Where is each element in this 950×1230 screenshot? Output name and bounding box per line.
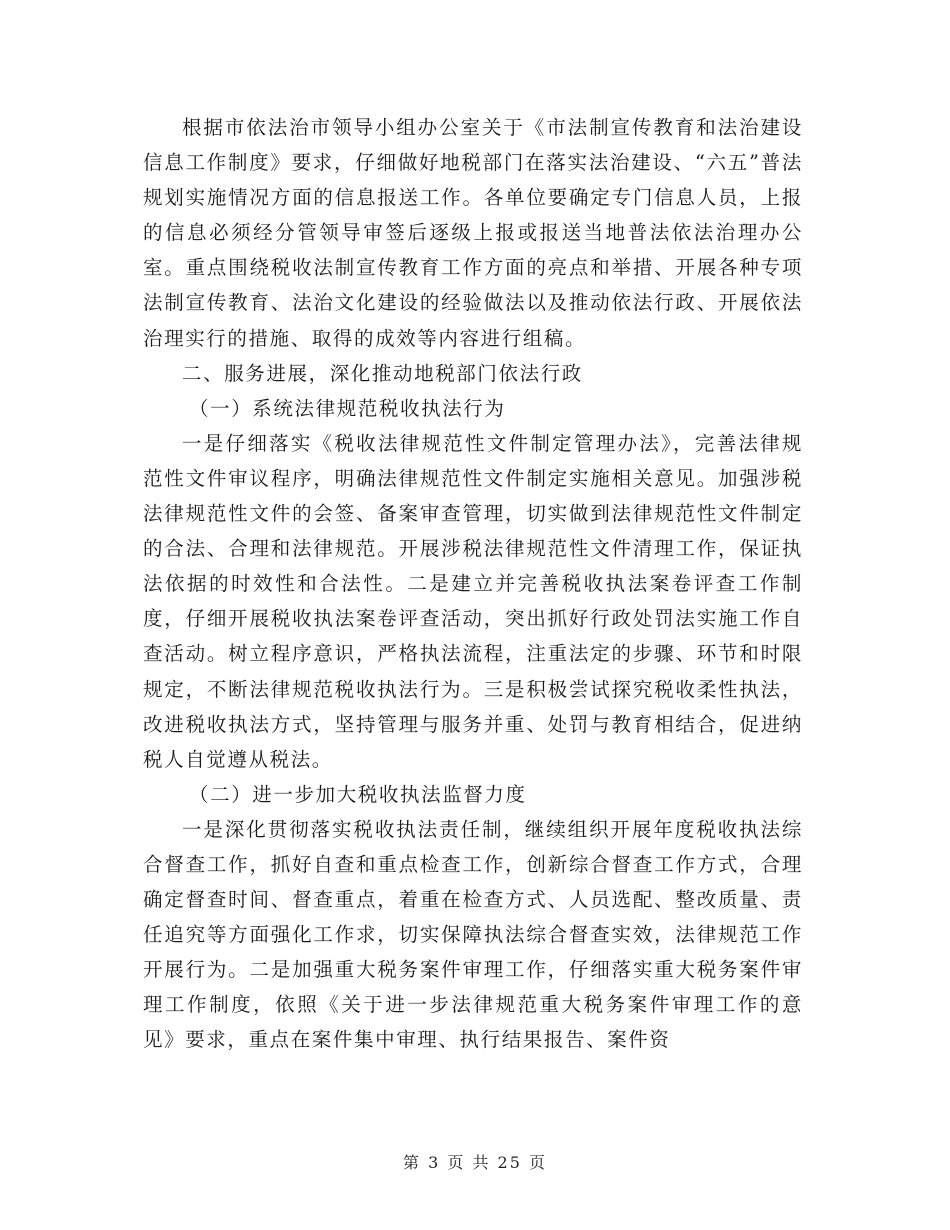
- page-footer: 第 3 页 共 25 页: [403, 1153, 547, 1172]
- subsection-heading-1: （一）系统法律规范税收执法行为: [189, 396, 506, 420]
- paragraph-standardize-enforcement: 一是仔细落实《税收法律规范性文件制定管理办法》，完善法律规范性文件审议程序，明确法律规范性文件制定实施相关意见。加强涉税法律规范性文件的会签、备案审查管理，切实做到法律规范性文件制定的合法、合理和法律规范。开展涉税法律规范性文件清理工作，保证执法依据的时效性和合法性。二是建立并完善税收执法案卷评查工作制度，仔细开展税收执法案卷评查活动，突出抓好行政处罚法实施工作自查活动。树立程序意识，严格执法流程，注重法定的步骤、环节和时限规定，不断法律规范税收执法行为。三是积极尝试探究税收柔性执法，改进税收执法方式，坚持管理与服务并重、处罚与教育相结合，促进纳税人自觉遵从税法。: [143, 431, 803, 771]
- document-body: [143, 110, 803, 1058]
- section-heading-2: 二、服务进展，深化推动地税部门依法行政: [182, 361, 583, 385]
- paragraph-supervision: 一是深化贯彻落实税收执法责任制，继续组织开展年度税收执法综合督查工作，抓好自查和重点检查工作，创新综合督查工作方式，合理确定督查时间、督查重点，着重在检查方式、人员选配、整改质量、责任追究等方面强化工作求，切实保障执法综合督查实效，法律规范工作开展行为。二是加强重大税务案件审理工作，仔细落实重大税务案件审理工作制度，依照《关于进一步法律规范重大税务案件审理工作的意见》要求，重点在案件集中审理、执行结果报告、案件资: [143, 817, 803, 1052]
- subsection-heading-2: （二）进一步加大税收执法监督力度: [189, 782, 527, 806]
- paragraph-intro: 根据市依法治市领导小组办公室关于《市法制宣传教育和法治建设信息工作制度》要求，仔细做好地税部门在落实法治建设、“六五”普法规划实施情况方面的信息报送工作。各单位要确定专门信息人员，上报的信息必须经分管领导审签后逐级上报或报送当地普法依法治理办公室。重点围绕税收法制宣传教育工作方面的亮点和举措、开展各种专项法制宣传教育、法治文化建设的经验做法以及推动依法行政、开展依法治理实行的措施、取得的成效等内容进行组稿。: [143, 116, 803, 350]
